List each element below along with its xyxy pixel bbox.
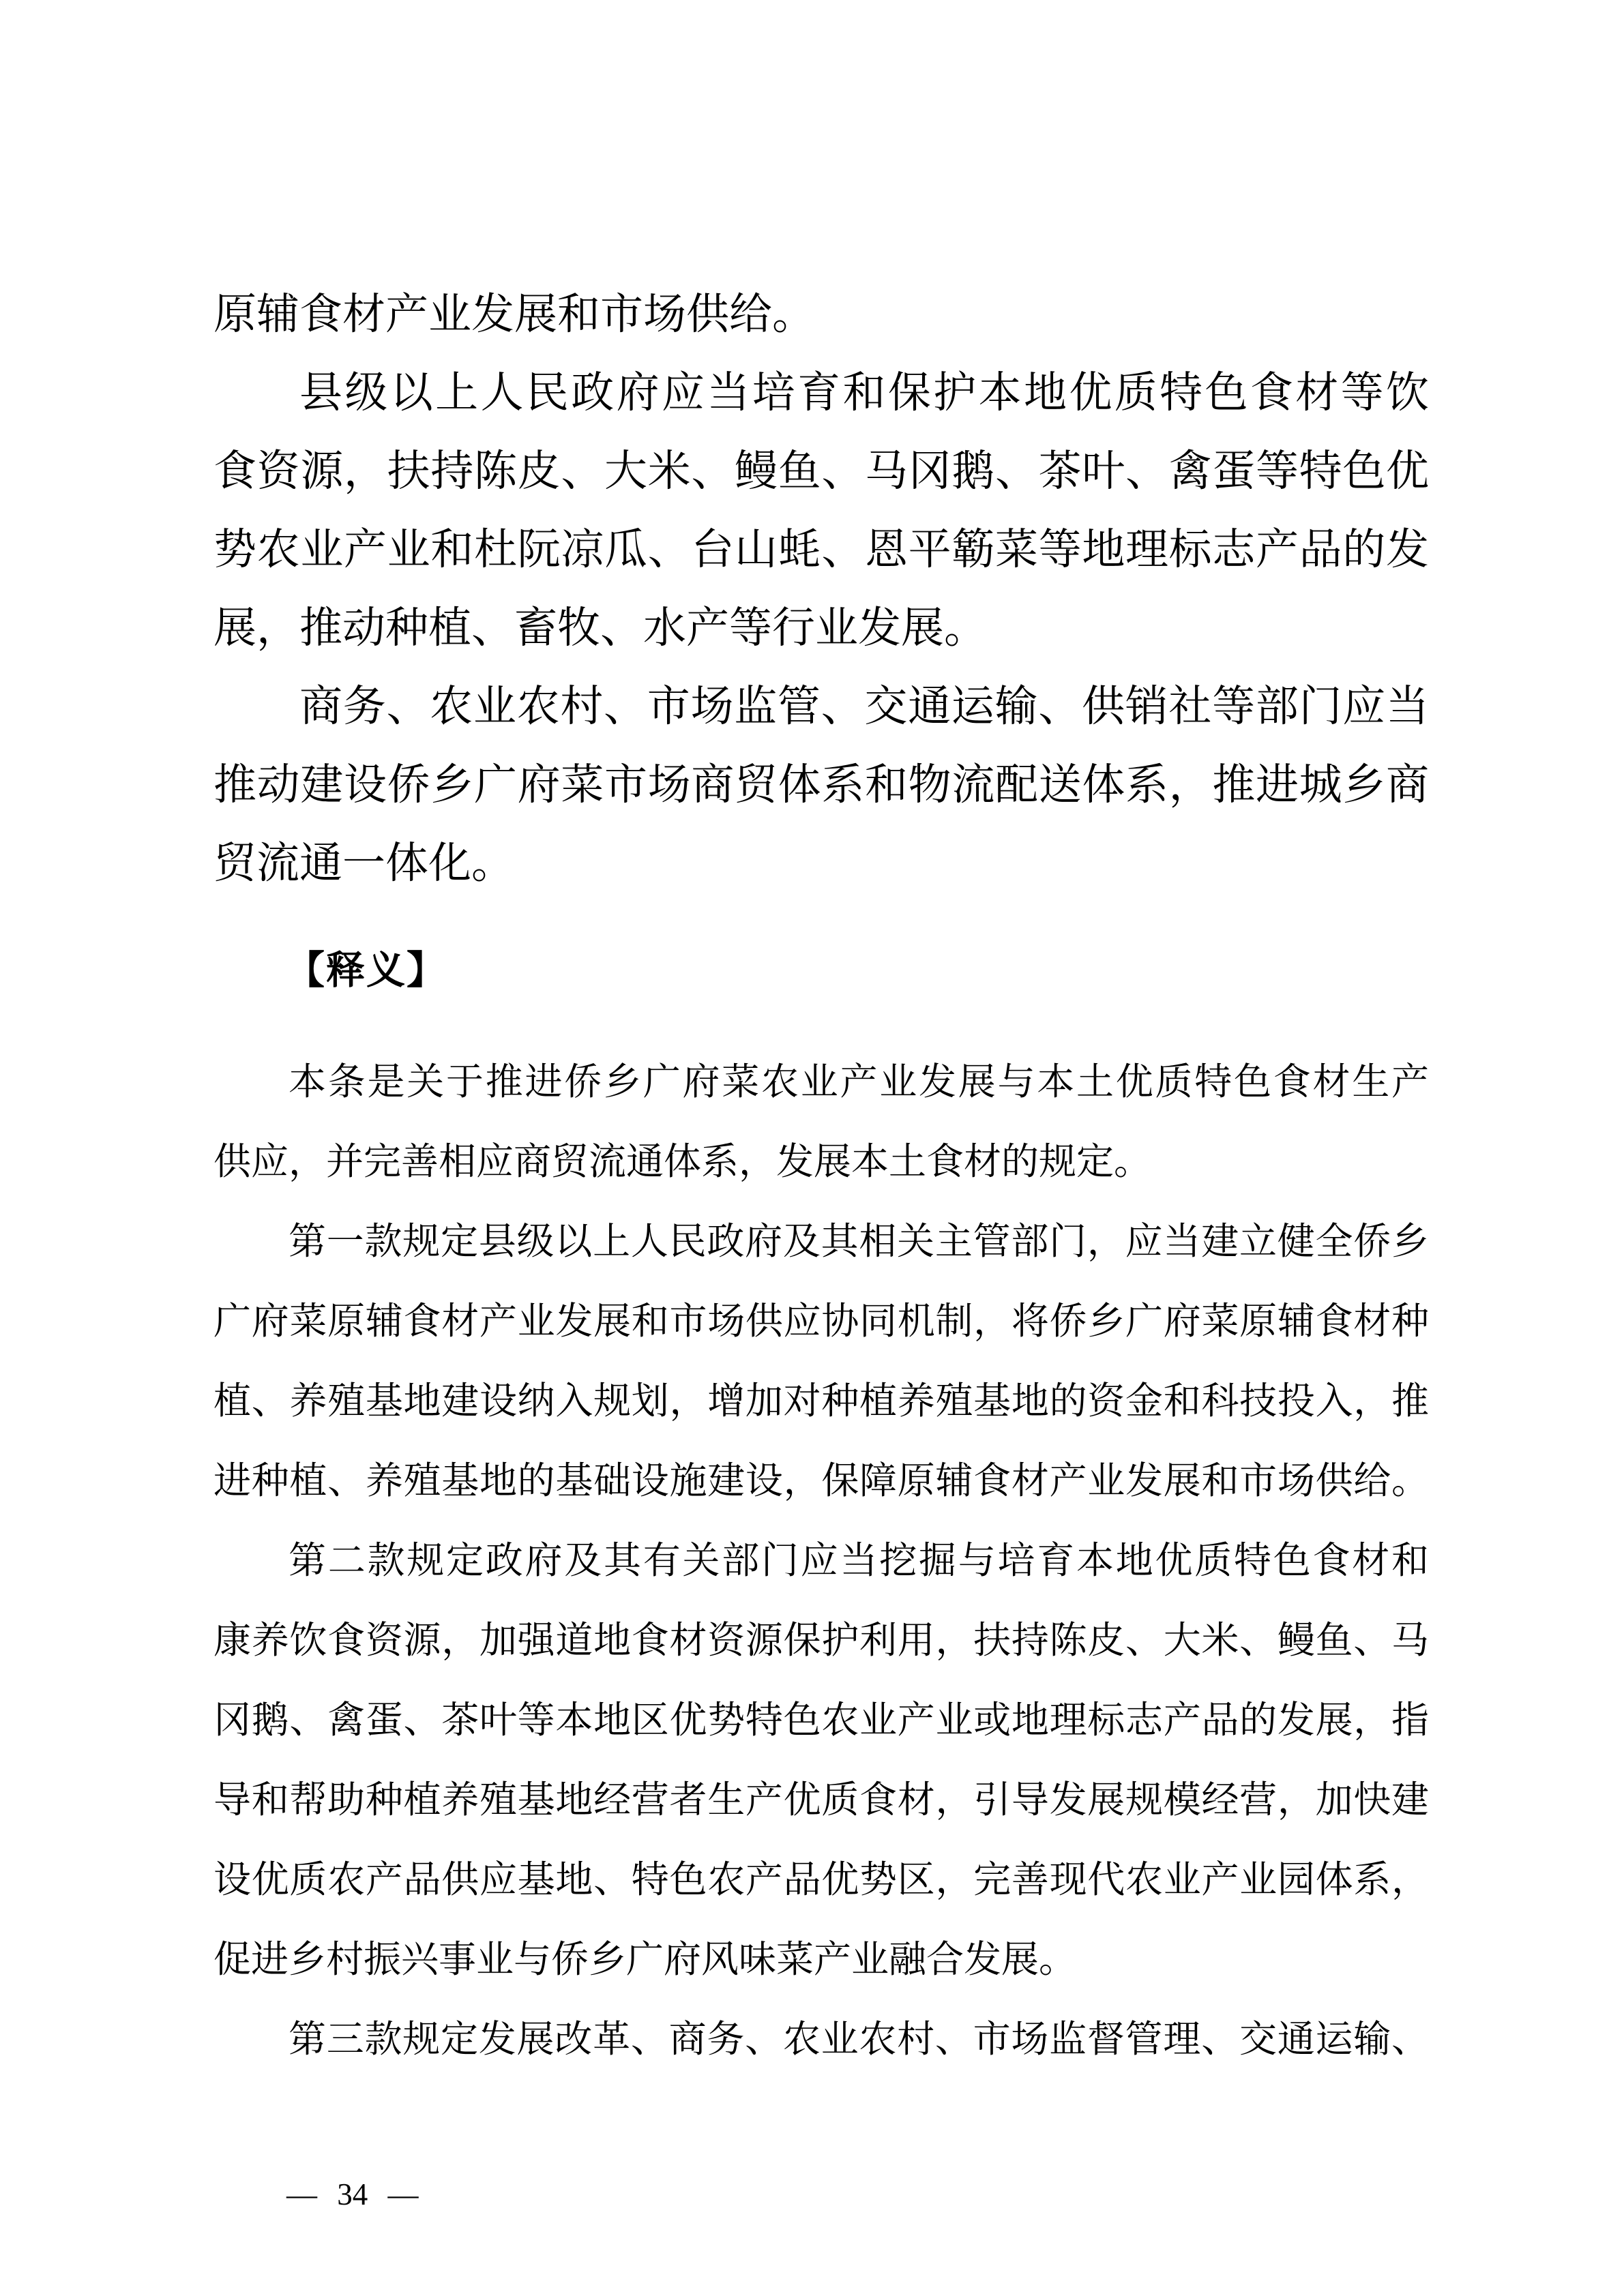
text-line: 第三款规定发展改革、商务、农业农村、市场监督管理、交通运输、	[289, 2018, 1429, 2061]
text-line: 促进乡村振兴事业与侨乡广府风味菜产业融合发展。	[213, 1939, 1077, 1981]
document-body	[213, 275, 1429, 2079]
section-heading-shiyi: 【释义】	[286, 949, 447, 992]
text-line: 推动建设侨乡广府菜市场商贸体系和物流配送体系，推进城乡商	[213, 761, 1429, 809]
text-line: 展，推动种植、畜牧、水产等行业发展。	[213, 604, 987, 652]
text-line: 植、养殖基地建设纳入规划，增加对种植养殖基地的资金和科技投入，推	[213, 1380, 1429, 1422]
text-line: 广府菜原辅食材产业发展和市场供应协同机制，将侨乡广府菜原辅食材种	[213, 1300, 1429, 1343]
text-line: 原辅食材产业发展和市场供给。	[213, 290, 815, 338]
text-line: 进种植、养殖基地的基础设施建设，保障原辅食材产业发展和市场供给。	[213, 1460, 1429, 1502]
text-line: 势农业产业和杜阮凉瓜、台山蚝、恩平簕菜等地理标志产品的发	[213, 526, 1429, 573]
text-line: 供应，并完善相应商贸流通体系，发展本土食材的规定。	[213, 1141, 1152, 1183]
provision-section	[213, 275, 1429, 903]
text-line: 设优质农产品供应基地、特色农产品优势区，完善现代农业产业园体系，	[213, 1859, 1429, 1901]
text-line: 第二款规定政府及其有关部门应当挖掘与培育本地优质特色食材和	[289, 1540, 1429, 1582]
text-line: 第一款规定县级以上人民政府及其相关主管部门，应当建立健全侨乡	[289, 1221, 1429, 1263]
text-line: 本条是关于推进侨乡广府菜农业产业发展与本土优质特色食材生产	[289, 1061, 1429, 1103]
text-line: 冈鹅、禽蛋、茶叶等本地区优势特色农业产业或地理标志产品的发展，指	[213, 1699, 1429, 1742]
explanation-section	[213, 1042, 1429, 2079]
text-line: 商务、农业农村、市场监管、交通运输、供销社等部门应当	[299, 683, 1429, 730]
page-footer	[207, 2133, 419, 2256]
text-line: 县级以上人民政府应当培育和保护本地优质特色食材等饮	[299, 369, 1429, 417]
page-number: — 34 —	[286, 2177, 419, 2211]
text-line: 导和帮助种植养殖基地经营者生产优质食材，引导发展规模经营，加快建	[213, 1779, 1429, 1821]
text-line: 康养饮食资源，加强道地食材资源保护利用，扶持陈皮、大米、鳗鱼、马	[213, 1620, 1429, 1662]
text-line: 贸流通一体化。	[213, 839, 514, 887]
text-line: 食资源，扶持陈皮、大米、鳗鱼、马冈鹅、茶叶、禽蛋等特色优	[213, 447, 1429, 495]
